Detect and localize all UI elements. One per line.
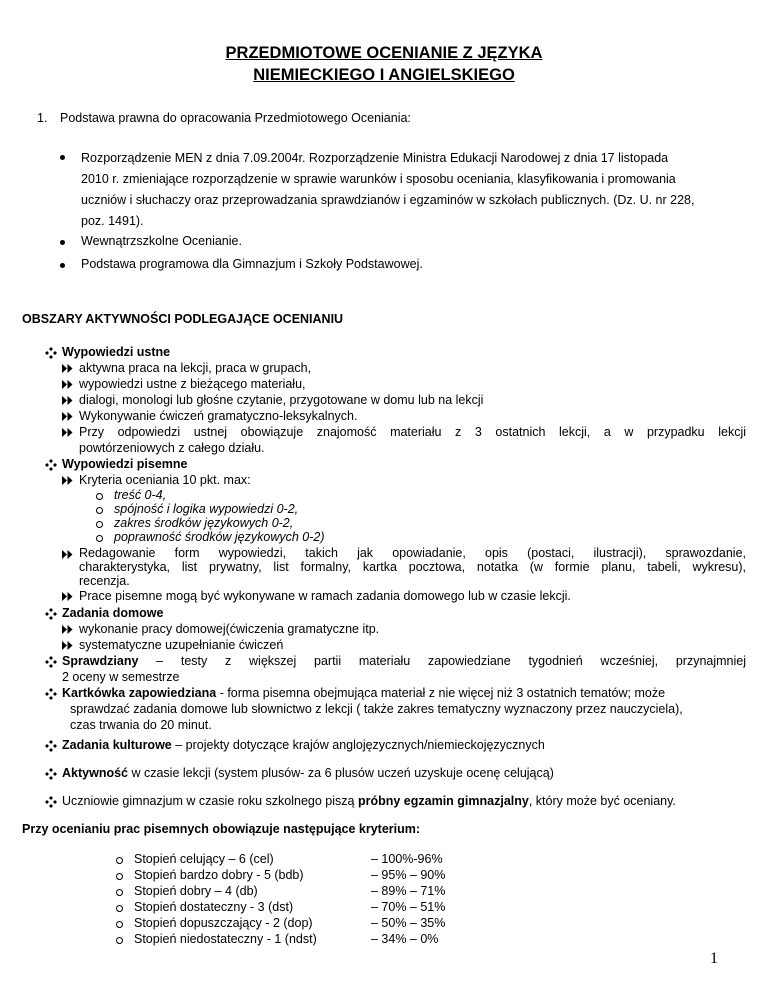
circle-bullet-icon <box>96 535 103 542</box>
written-forms: charakterystyka, list prywatny, list formalny, kartka pocztowa, notatka (w formie planu, tabeli, wykresu), <box>79 560 746 574</box>
grade-label: Stopień celujący – 6 (cel) <box>134 852 274 866</box>
grade-range: – 89% – 71% <box>371 884 446 898</box>
tests-text: – testy z większej partii materiału zapowiedziane tygodnień wcześniej, przynajmniej <box>156 654 746 668</box>
double-arrow-icon <box>62 625 73 634</box>
homework-item: systematyczne uzupełnianie ćwiczeń <box>79 638 284 652</box>
exam-line <box>62 794 676 809</box>
activity-title: Aktywność <box>62 766 128 780</box>
oral-item: dialogi, monologi lub głośne czytanie, przygotowane w domu lub na lekcji <box>79 393 484 407</box>
written-criteria-label: Kryteria oceniania 10 pkt. max: <box>79 473 251 487</box>
oral-title: Wypowiedzi ustne <box>62 345 171 359</box>
bullet-dot-icon <box>60 240 65 245</box>
bullet-dot-icon <box>60 155 65 160</box>
double-arrow-icon <box>62 641 73 650</box>
grade-range: – 95% – 90% <box>371 868 446 882</box>
circle-bullet-icon <box>96 521 103 528</box>
oral-item-continued: powtórzeniowych z całego działu. <box>79 441 265 455</box>
grade-range: – 34% – 0% <box>371 932 439 946</box>
double-arrow-icon <box>62 396 73 405</box>
quiz-line1 <box>62 686 665 701</box>
grade-label: Stopień dostateczny - 3 (dst) <box>134 900 294 914</box>
document-title-line1: PRZEDMIOTOWE OCENIANIE Z JĘZYKA <box>225 44 543 62</box>
exam-text-after: , który może być oceniany. <box>528 794 676 808</box>
circle-bullet-icon <box>116 905 123 912</box>
diamond-bullet-icon <box>45 796 57 808</box>
double-arrow-icon <box>62 412 73 421</box>
grade-label: Stopień niedostateczny - 1 (ndst) <box>134 932 317 946</box>
tests-line2: 2 oceny w semestrze <box>62 670 180 684</box>
diamond-bullet-icon <box>45 347 57 359</box>
diamond-bullet-icon <box>45 459 57 471</box>
quiz-line3: czas trwania do 20 minut. <box>70 718 212 732</box>
circle-bullet-icon <box>116 937 123 944</box>
diamond-bullet-icon <box>45 656 57 668</box>
double-arrow-icon <box>62 476 73 485</box>
tests-title: Sprawdziany <box>62 654 139 668</box>
written-homework-note: Prace pisemne mogą być wykonywane w ramach zadania domowego lub w czasie lekcji. <box>79 589 571 603</box>
written-forms: recenzja. <box>79 574 130 588</box>
cultural-title: Zadania kulturowe <box>62 738 172 752</box>
double-arrow-icon <box>62 550 73 559</box>
exam-text-before: Uczniowie gimnazjum w czasie roku szkolnego piszą <box>62 794 358 808</box>
double-arrow-icon <box>62 380 73 389</box>
areas-heading: OBSZARY AKTYWNOŚCI PODLEGAJĄCE OCENIANIU <box>22 312 344 326</box>
section1-heading: Podstawa prawna do opracowania Przedmiotowego Oceniania: <box>60 111 411 125</box>
quiz-title: Kartkówka zapowiedziana <box>62 686 217 700</box>
grading-heading: Przy ocenianiu prac pisemnych obowiązuje następujące kryterium: <box>22 822 421 836</box>
oral-item: aktywna praca na lekcji, praca w grupach, <box>79 361 312 375</box>
circle-bullet-icon <box>116 873 123 880</box>
document-title-line2: NIEMIECKIEGO I ANGIELSKIEGO <box>253 66 515 84</box>
activity-text: w czasie lekcji (system plusów- za 6 plusów uczeń uzyskuje ocenę celującą) <box>128 766 554 780</box>
diamond-bullet-icon <box>45 608 57 620</box>
page-number: 1 <box>710 950 718 967</box>
homework-item: wykonanie pracy domowej(ćwiczenia gramatyczne itp. <box>79 622 380 636</box>
diamond-bullet-icon <box>45 688 57 700</box>
legal-basis-line: uczniów i słuchaczy oraz przeprowadzania sprawdzianów i egzaminów w szkołach publicznych. (Dz. U. nr 228, <box>81 193 695 207</box>
quiz-text: - forma pisemna obejmująca materiał z nie więcej niż 3 ostatnich tematów; może <box>216 686 666 700</box>
circle-bullet-icon <box>116 921 123 928</box>
bullet-dot-icon <box>60 263 65 268</box>
written-criterion: poprawność środków językowych 0-2) <box>114 530 325 544</box>
grade-label: Stopień bardzo dobry - 5 (bdb) <box>134 868 304 882</box>
legal-basis-line: 2010 r. zmieniające rozporządzenie w sprawie warunków i sposobu oceniania, klasyfikowania i promowania <box>81 172 676 186</box>
written-criterion: treść 0-4, <box>114 488 167 502</box>
grade-label: Stopień dopuszczający - 2 (dop) <box>134 916 313 930</box>
legal-basis-line: poz. 1491). <box>81 214 144 228</box>
written-forms: Redagowanie form wypowiedzi, takich jak opowiadanie, opis (postaci, ilustracji), sprawozdanie, <box>79 546 746 560</box>
quiz-line2: sprawdzać zadania domowe lub słownictwo z lekcji ( także zakres tematyczny wyznaczony przez nauczyciela), <box>70 702 683 716</box>
legal-basis-item: Podstawa programowa dla Gimnazjum i Szkoły Podstawowej. <box>81 257 423 271</box>
cultural-text: – projekty dotyczące krajów anglojęzycznych/niemieckojęzycznych <box>171 738 545 752</box>
double-arrow-icon <box>62 364 73 373</box>
double-arrow-icon <box>62 592 73 601</box>
circle-bullet-icon <box>116 857 123 864</box>
written-criterion: zakres środków językowych 0-2, <box>114 516 294 530</box>
circle-bullet-icon <box>96 493 103 500</box>
legal-basis-item <box>81 148 694 232</box>
oral-item: Przy odpowiedzi ustnej obowiązuje znajomość materiału z 3 ostatnich lekcji, a w przypadku lekcji <box>79 425 746 439</box>
cultural-line <box>62 738 545 753</box>
diamond-bullet-icon <box>45 740 57 752</box>
activity-line <box>62 766 554 781</box>
grade-range: – 70% – 51% <box>371 900 446 914</box>
homework-title: Zadania domowe <box>62 606 164 620</box>
exam-highlight: próbny egzamin gimnazjalny <box>357 794 529 808</box>
tests-line1 <box>62 654 746 669</box>
written-title: Wypowiedzi pisemne <box>62 457 188 471</box>
grade-range: – 50% – 35% <box>371 916 446 930</box>
circle-bullet-icon <box>96 507 103 514</box>
legal-basis-item: Wewnątrzszkolne Ocenianie. <box>81 234 242 248</box>
legal-basis-line: Rozporządzenie MEN z dnia 7.09.2004r. Rozporządzenie Ministra Edukacji Narodowej z dnia 17 listopada <box>81 151 669 165</box>
oral-item: wypowiedzi ustne z bieżącego materiału, <box>79 377 306 391</box>
section1-number: 1. <box>37 111 48 125</box>
grade-range: – 100%-96% <box>371 852 443 866</box>
oral-item: Wykonywanie ćwiczeń gramatyczno-leksykalnych. <box>79 409 358 423</box>
diamond-bullet-icon <box>45 768 57 780</box>
circle-bullet-icon <box>116 889 123 896</box>
grade-label: Stopień dobry – 4 (db) <box>134 884 258 898</box>
double-arrow-icon <box>62 428 73 437</box>
written-criterion: spójność i logika wypowiedzi 0-2, <box>114 502 299 516</box>
